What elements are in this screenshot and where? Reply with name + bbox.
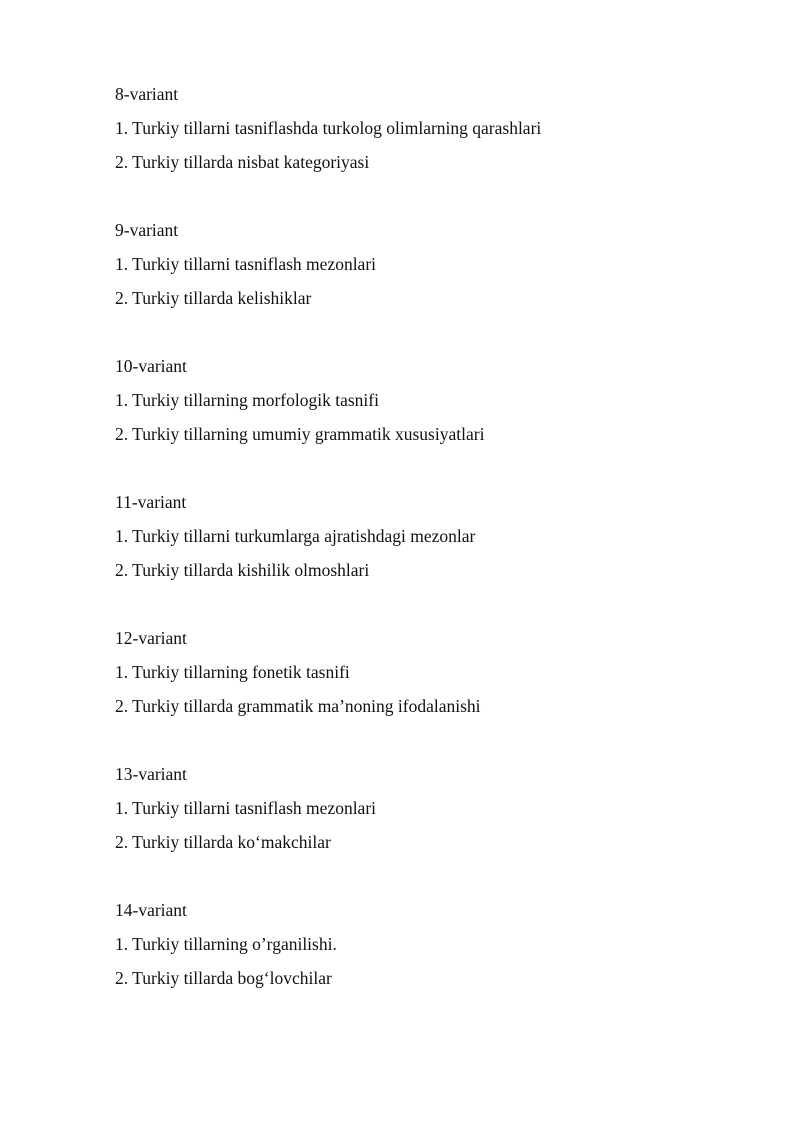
variant-item: 1. Turkiy tillarning morfologik tasnifi (115, 390, 379, 410)
variant-9 (115, 213, 755, 315)
variant-title: 9-variant (115, 220, 179, 240)
document-page (115, 77, 755, 1029)
variant-item: 1. Turkiy tillarning o’rganilishi. (115, 934, 337, 954)
variant-title: 14-variant (115, 900, 187, 920)
variant-item: 1. Turkiy tillarni turkumlarga ajratishdagi mezonlar (115, 526, 476, 546)
variant-item: 2. Turkiy tillarda nisbat kategoriyasi (115, 152, 370, 172)
variant-item: 2. Turkiy tillarda kelishiklar (115, 288, 312, 308)
variant-11 (115, 485, 755, 587)
variant-item: 1. Turkiy tillarni tasniflash mezonlari (115, 798, 377, 818)
variant-item: 1. Turkiy tillarning fonetik tasnifi (115, 662, 350, 682)
variant-title: 8-variant (115, 84, 179, 104)
variant-title: 11-variant (115, 492, 187, 512)
variant-item: 2. Turkiy tillarning umumiy grammatik xususiyatlari (115, 424, 485, 444)
variant-item: 1. Turkiy tillarni tasniflash mezonlari (115, 254, 377, 274)
variant-14 (115, 893, 755, 995)
variant-title: 12-variant (115, 628, 187, 648)
variant-10 (115, 349, 755, 451)
variant-item: 2. Turkiy tillarda ko‘makchilar (115, 832, 331, 852)
variant-8 (115, 77, 755, 179)
variant-item: 2. Turkiy tillarda grammatik ma’noning ifodalanishi (115, 696, 481, 716)
variant-item: 2. Turkiy tillarda kishilik olmoshlari (115, 560, 370, 580)
variant-item: 2. Turkiy tillarda bog‘lovchilar (115, 968, 332, 988)
variant-title: 13-variant (115, 764, 187, 784)
variant-13 (115, 757, 755, 859)
variant-title: 10-variant (115, 356, 187, 376)
variant-12 (115, 621, 755, 723)
variant-item: 1. Turkiy tillarni tasniflashda turkolog olimlarning qarashlari (115, 118, 542, 138)
